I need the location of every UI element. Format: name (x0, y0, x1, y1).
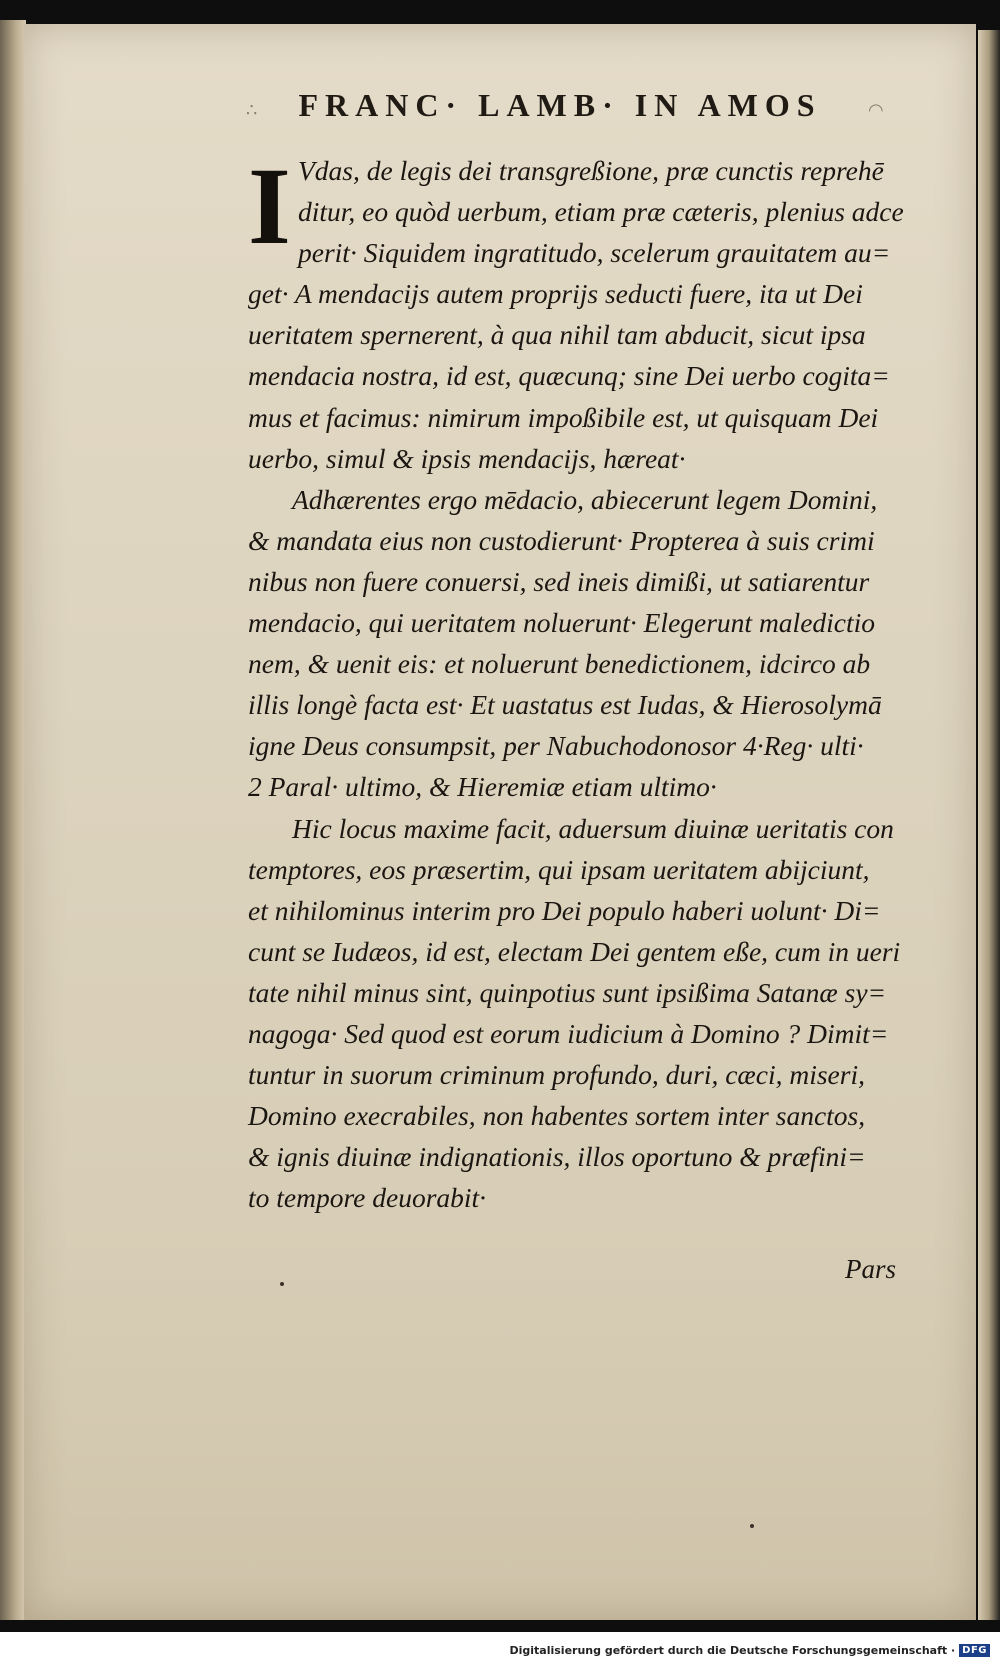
text-line: cunt se Iudæos, id est, electam Dei gentem eße, cum in ueri (248, 935, 901, 967)
text-line: 2 Paral· ultimo, & Hieremiæ etiam ultimo· (248, 771, 717, 803)
catchword: Pars (844, 1254, 896, 1284)
text-line: nibus non fuere conuersi, sed ineis dimißi, ut satiarentur (248, 565, 870, 597)
footer-credit: Digitalisierung gefördert durch die Deutsche Forschungsgemeinschaft · (509, 1643, 956, 1657)
text-line: et nihilominus interim pro Dei populo haberi uolunt· Di= (248, 894, 881, 926)
text-line: tate nihil minus sint, quinpotius sunt ipsißima Satanæ sy= (248, 976, 887, 1008)
body-text (248, 145, 908, 1218)
drop-cap: I (248, 145, 291, 267)
text-line: nagoga· Sed quod est eorum iudicium à Domino ? Dimit= (248, 1017, 889, 1049)
text-line: Vdas, de legis dei transgreßione, præ cunctis reprehē (298, 155, 884, 186)
text-line: Adhærentes ergo mēdacio, abiecerunt legem Domini, (292, 483, 878, 515)
text-line: Hic locus maxime facit, aduersum diuinæ ueritatis con (292, 812, 894, 844)
text-line: nem, & uenit eis: et noluerunt benedictionem, idcirco ab (248, 648, 871, 680)
dfg-logo: DFG (959, 1644, 990, 1657)
text-line: igne Deus consumpsit, per Nabuchodonosor 4·Reg· ulti· (248, 730, 864, 762)
ink-mark: ∴ (246, 100, 258, 121)
text-line: illis longè facta est· Et uastatus est Iudas, & Hierosolymā (248, 689, 882, 721)
running-head-text: FRANC· LAMB· IN AMOS (298, 86, 822, 123)
running-head (250, 80, 870, 130)
text-line: Domino execrabiles, non habentes sortem inter sanctos, (248, 1100, 866, 1132)
text-line: ueritatem spernerent, à qua nihil tam abducit, sicut ipsa (248, 319, 866, 351)
text-line: mendacia nostra, id est, quæcunq; sine Dei uerbo cogita= (248, 360, 890, 392)
text-line: ditur, eo quòd uerbum, etiam præ cæteris, plenius adce (298, 196, 904, 228)
digitization-footer (0, 1632, 1000, 1668)
ink-mark: ◠ (868, 100, 884, 121)
page-edge-right (978, 30, 1000, 1620)
text-line: to tempore deuorabit· (248, 1182, 487, 1214)
ink-speck (280, 1282, 284, 1286)
paragraph-2 (248, 479, 908, 808)
text-line: mus et facimus: nimirum impoßibile est, ut quisquam Dei (248, 401, 879, 433)
text-line: & mandata eius non custodierunt· Propterea à suis crimi (248, 524, 875, 556)
text-line: mendacio, qui ueritatem noluerunt· Elegerunt maledictio (248, 607, 876, 639)
paragraph-3 (248, 808, 908, 1219)
text-line: tuntur in suorum criminum profundo, duri, cæci, miseri, (248, 1059, 865, 1091)
text-line: temptores, eos præsertim, qui ipsam ueritatem abijciunt, (248, 853, 870, 885)
ink-speck (750, 1524, 754, 1528)
text-line: get· A mendacijs autem proprijs seducti fuere, ita ut Dei (248, 278, 863, 310)
text-line: uerbo, simul & ipsis mendacijs, hæreat· (248, 442, 686, 474)
text-line: perit· Siquidem ingratitudo, scelerum grauitatem au= (298, 237, 891, 269)
text-line: & ignis diuinæ indignationis, illos oportuno & præfini= (248, 1141, 866, 1173)
page-edge-left (0, 20, 26, 1620)
paragraph-1 (248, 145, 908, 479)
